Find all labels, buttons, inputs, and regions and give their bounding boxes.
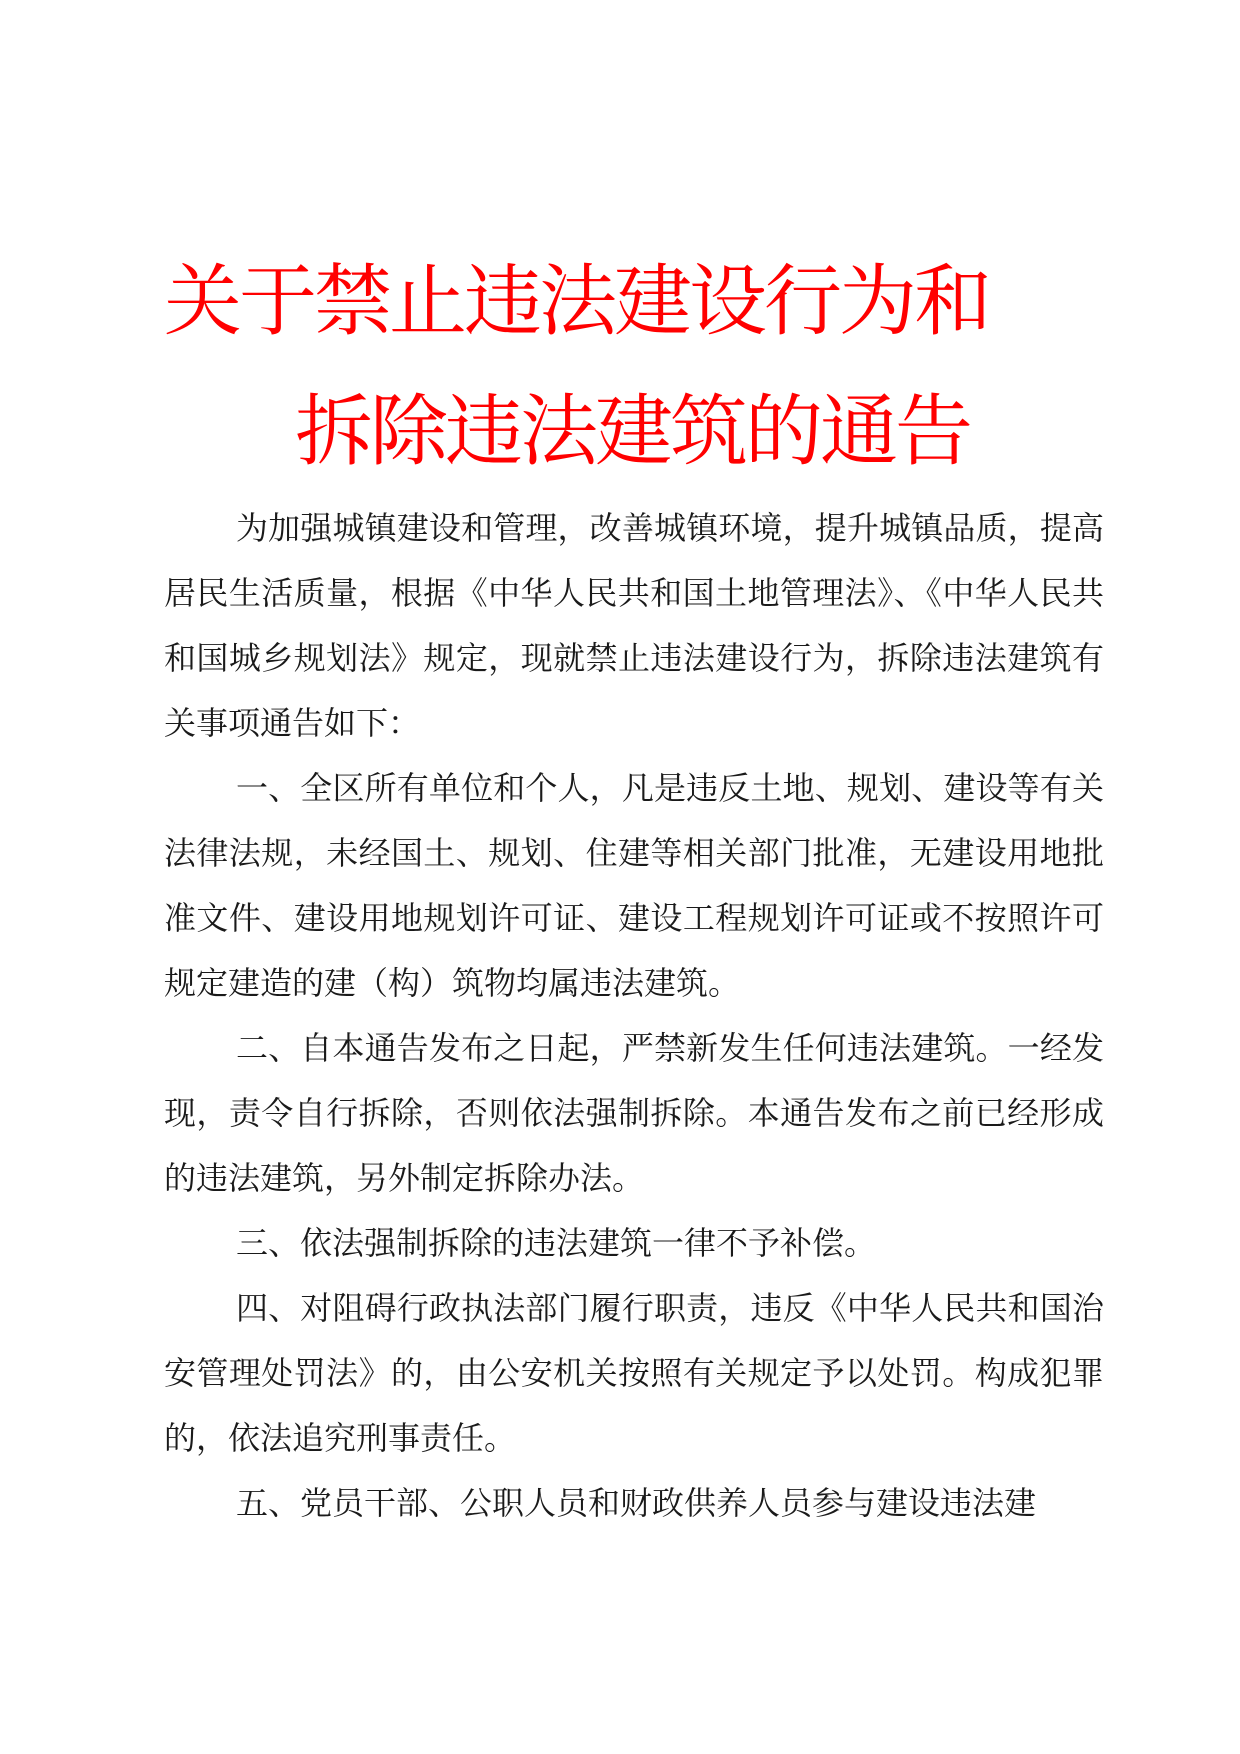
document-body	[164, 496, 1104, 1536]
paragraph-item-5: 五、党员干部、公职人员和财政供养人员参与建设违法建	[236, 1484, 1037, 1522]
document-title-line-1: 关于禁止违法建设行为和	[164, 257, 990, 347]
document-title-line-2: 拆除违法建筑的通告	[295, 387, 971, 477]
paragraph-item-1: 一、全区所有单位和个人，凡是违反土地、规划、建设等有关法律法规，未经国土、规划、住建等相关部门批准，无建设用地批准文件、建设用地规划许可证、建设工程规划许可证或不按照许可规定建造的建（构）筑物均属违法建筑。	[164, 769, 1104, 1002]
paragraph-intro: 为加强城镇建设和管理，改善城镇环境，提升城镇品质，提高居民生活质量，根据《中华人民共和国土地管理法》、《中华人民共和国城乡规划法》规定，现就禁止违法建设行为，拆除违法建筑有关事项通告如下：	[164, 509, 1104, 742]
paragraph-item-3: 三、依法强制拆除的违法建筑一律不予补偿。	[236, 1224, 877, 1262]
paragraph-item-2: 二、自本通告发布之日起，严禁新发生任何违法建筑。一经发现，责令自行拆除，否则依法强制拆除。本通告发布之前已经形成的违法建筑，另外制定拆除办法。	[164, 1029, 1104, 1197]
paragraph-item-4: 四、对阻碍行政执法部门履行职责，违反《中华人民共和国治安管理处罚法》的，由公安机关按照有关规定予以处罚。构成犯罪的，依法追究刑事责任。	[164, 1289, 1104, 1457]
